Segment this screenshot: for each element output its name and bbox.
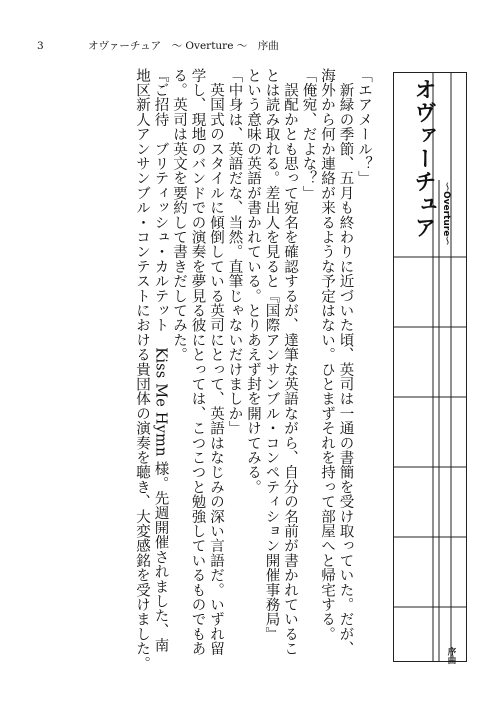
running-header: オヴァーチュア 〜 Overture 〜 序曲 [88,40,279,52]
text-line: 学し、現地のバンドでの演奏を夢見る彼にとっては、こつこつと勉強しているものでもあ [189,68,206,656]
text-line: 「エアメール？」 [356,68,372,186]
text-line: 「中身は、英語だな、当然。直筆じゃないだけましか」 [226,68,243,436]
body-text [28,68,373,671]
text-line: 『ご招待 ブリティッシュ・カルテット Kiss Me Hymn 様。先週開催されました、南 [152,68,169,653]
chapter-subtitle: 〜Overture〜 [441,182,451,246]
page-number: 3 [37,40,44,52]
text-line: 海外から何か連絡が来るような予定はない。ひとまずそれを持って部屋へと帰宅する。 [319,68,335,642]
text-line: 誤配かとも思って宛名を確認するが、達筆な英語ながら、自分の名前が書かれているこ [282,68,298,656]
text-line: 新緑の季節、五月も終わりに近づいた頃、英司は一通の書簡を受け取っていた。だが、 [337,68,354,656]
chapter-title: オヴァーチュア [411,78,436,239]
chapter-label: 序曲 [446,647,456,664]
text-line: とは読み取れる。差出人を見ると『国際アンサンブル・コンペティション開催事務局』 [263,68,280,642]
text-line: る。英司は英文を要約して書きだしてみた。 [171,68,187,362]
text-line: 「俺宛、だよな？」 [300,68,317,201]
text-line: 英国式のスタイルに傾倒している英司にとって、英語はなじみの深い言語だ。いずれ留 [208,68,224,656]
chapter-title-panel [393,72,467,662]
text-line: 地区新人アンサンブル・コンテストにおける貴団体の演奏を聴き、大変感銘を受けました。 [134,68,150,671]
text-line: という意味の英語が書かれている。とりあえず封を開けてみる。 [245,68,261,495]
